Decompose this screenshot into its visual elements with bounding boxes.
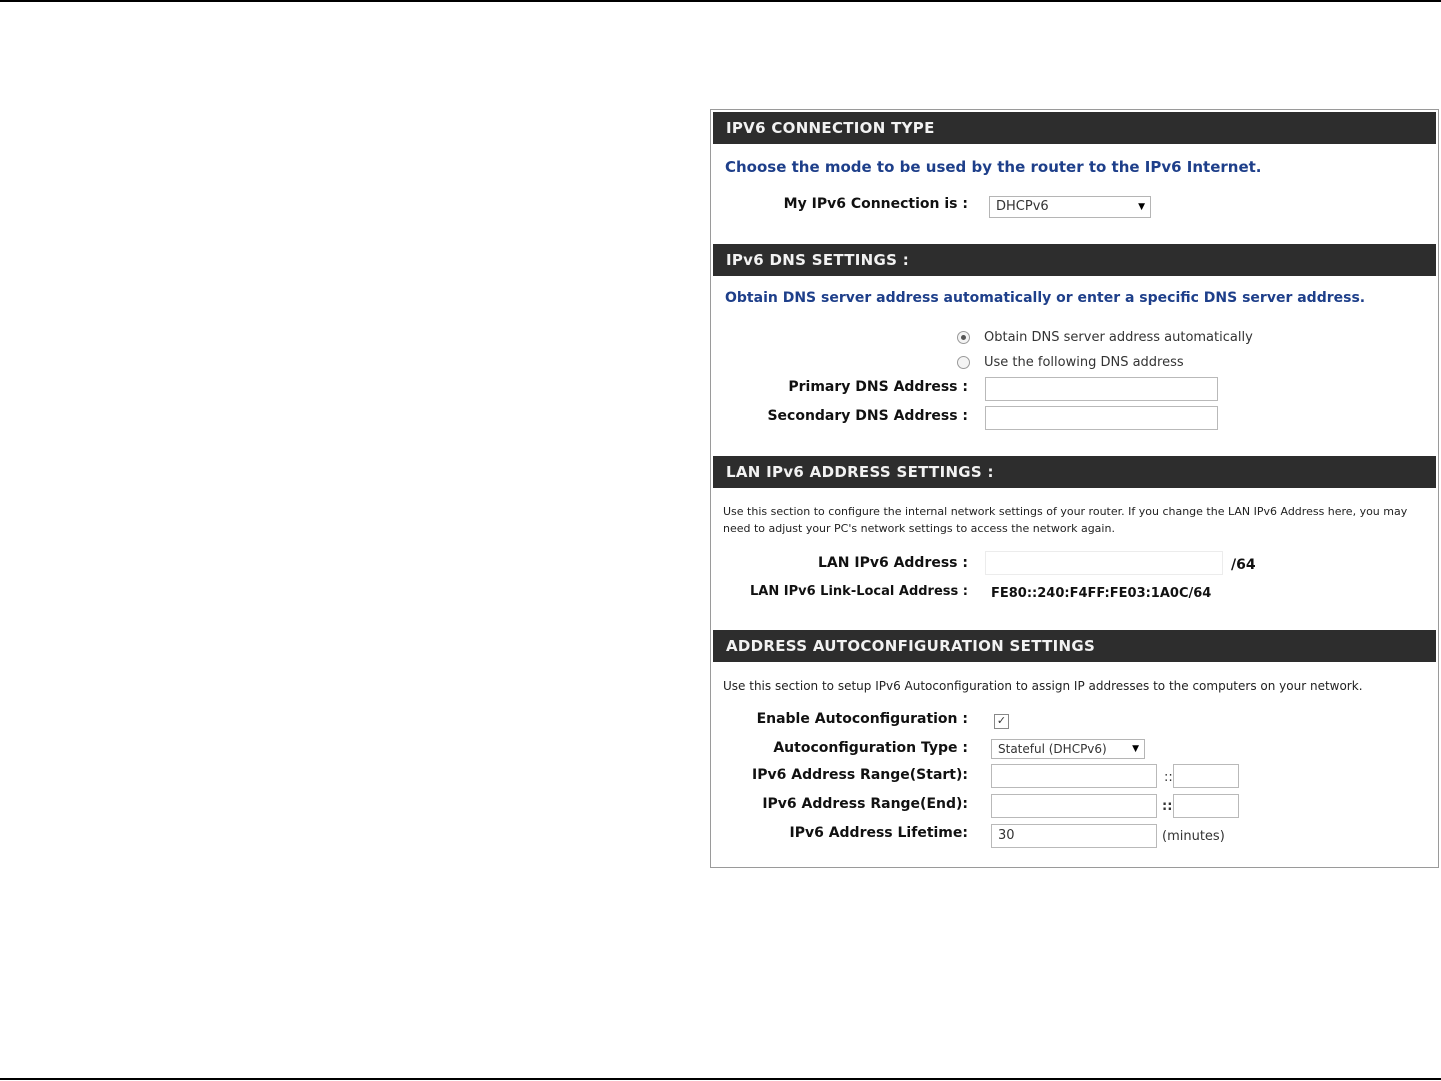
secondary-dns-input[interactable]: [985, 406, 1218, 430]
radio-unselected-icon[interactable]: [957, 356, 970, 369]
range-end-prefix-input[interactable]: [991, 794, 1157, 818]
autoconfig-description: Use this section to setup IPv6 Autoconfiguration to assign IP addresses to the computers on your network.: [723, 679, 1363, 693]
lan-settings-header: LAN IPv6 ADDRESS SETTINGS :: [713, 456, 1436, 488]
connection-type-header: IPV6 CONNECTION TYPE: [713, 112, 1436, 144]
enable-autoconfig-checkbox[interactable]: ✓: [994, 714, 1009, 729]
range-start-prefix-input[interactable]: [991, 764, 1157, 788]
lan-address-field: [985, 551, 1223, 575]
range-end-suffix-input[interactable]: [1173, 794, 1239, 818]
autoconfig-header: ADDRESS AUTOCONFIGURATION SETTINGS: [713, 630, 1436, 662]
range-start-separator: ::: [1164, 770, 1173, 785]
connection-type-label: My IPv6 Connection is :: [783, 196, 968, 212]
radio-selected-icon[interactable]: [957, 331, 970, 344]
dns-description: Obtain DNS server address automatically or enter a specific DNS server address.: [725, 290, 1366, 306]
link-local-value: FE80::240:F4FF:FE03:1A0C/64: [991, 586, 1212, 601]
lifetime-input[interactable]: 30: [991, 824, 1157, 848]
connection-type-select[interactable]: [989, 196, 1151, 218]
link-local-label: LAN IPv6 Link-Local Address :: [750, 584, 968, 599]
range-start-label: IPv6 Address Range(Start):: [752, 767, 968, 783]
range-end-separator: ::: [1162, 799, 1173, 814]
autoconfig-type-select[interactable]: [991, 739, 1145, 759]
enable-autoconfig-label: Enable Autoconfiguration :: [756, 711, 968, 727]
range-end-label: IPv6 Address Range(End):: [762, 796, 968, 812]
dns-manual-label: Use the following DNS address: [984, 355, 1184, 370]
dns-manual-option[interactable]: [957, 355, 1184, 370]
primary-dns-input[interactable]: [985, 377, 1218, 401]
ipv6-settings-panel: [710, 109, 1439, 868]
lan-address-label: LAN IPv6 Address :: [818, 555, 968, 571]
chevron-down-icon: ▼: [1132, 744, 1139, 754]
autoconfig-type-value: Stateful (DHCPv6): [998, 742, 1107, 756]
connection-type-description: Choose the mode to be used by the router to the IPv6 Internet.: [725, 158, 1262, 176]
secondary-dns-label: Secondary DNS Address :: [767, 408, 968, 424]
chevron-down-icon: ▼: [1138, 202, 1145, 212]
lan-description: Use this section to configure the internal network settings of your router. If you change the LAN IPv6 Address here, you may need to adjust your PC's network settings to access the network again.: [723, 505, 1408, 535]
lifetime-label: IPv6 Address Lifetime:: [789, 825, 968, 841]
range-start-suffix-input[interactable]: [1173, 764, 1239, 788]
primary-dns-label: Primary DNS Address :: [788, 379, 968, 395]
bottom-rule: [0, 1078, 1441, 1080]
top-rule: [0, 0, 1441, 2]
lifetime-unit: (minutes): [1162, 829, 1225, 844]
dns-settings-header: IPv6 DNS SETTINGS :: [713, 244, 1436, 276]
dns-auto-label: Obtain DNS server address automatically: [984, 330, 1253, 345]
lan-prefix-suffix: /64: [1231, 557, 1256, 573]
dns-auto-option[interactable]: [957, 330, 1253, 345]
autoconfig-type-label: Autoconfiguration Type :: [773, 740, 968, 756]
connection-type-value: DHCPv6: [996, 199, 1049, 214]
